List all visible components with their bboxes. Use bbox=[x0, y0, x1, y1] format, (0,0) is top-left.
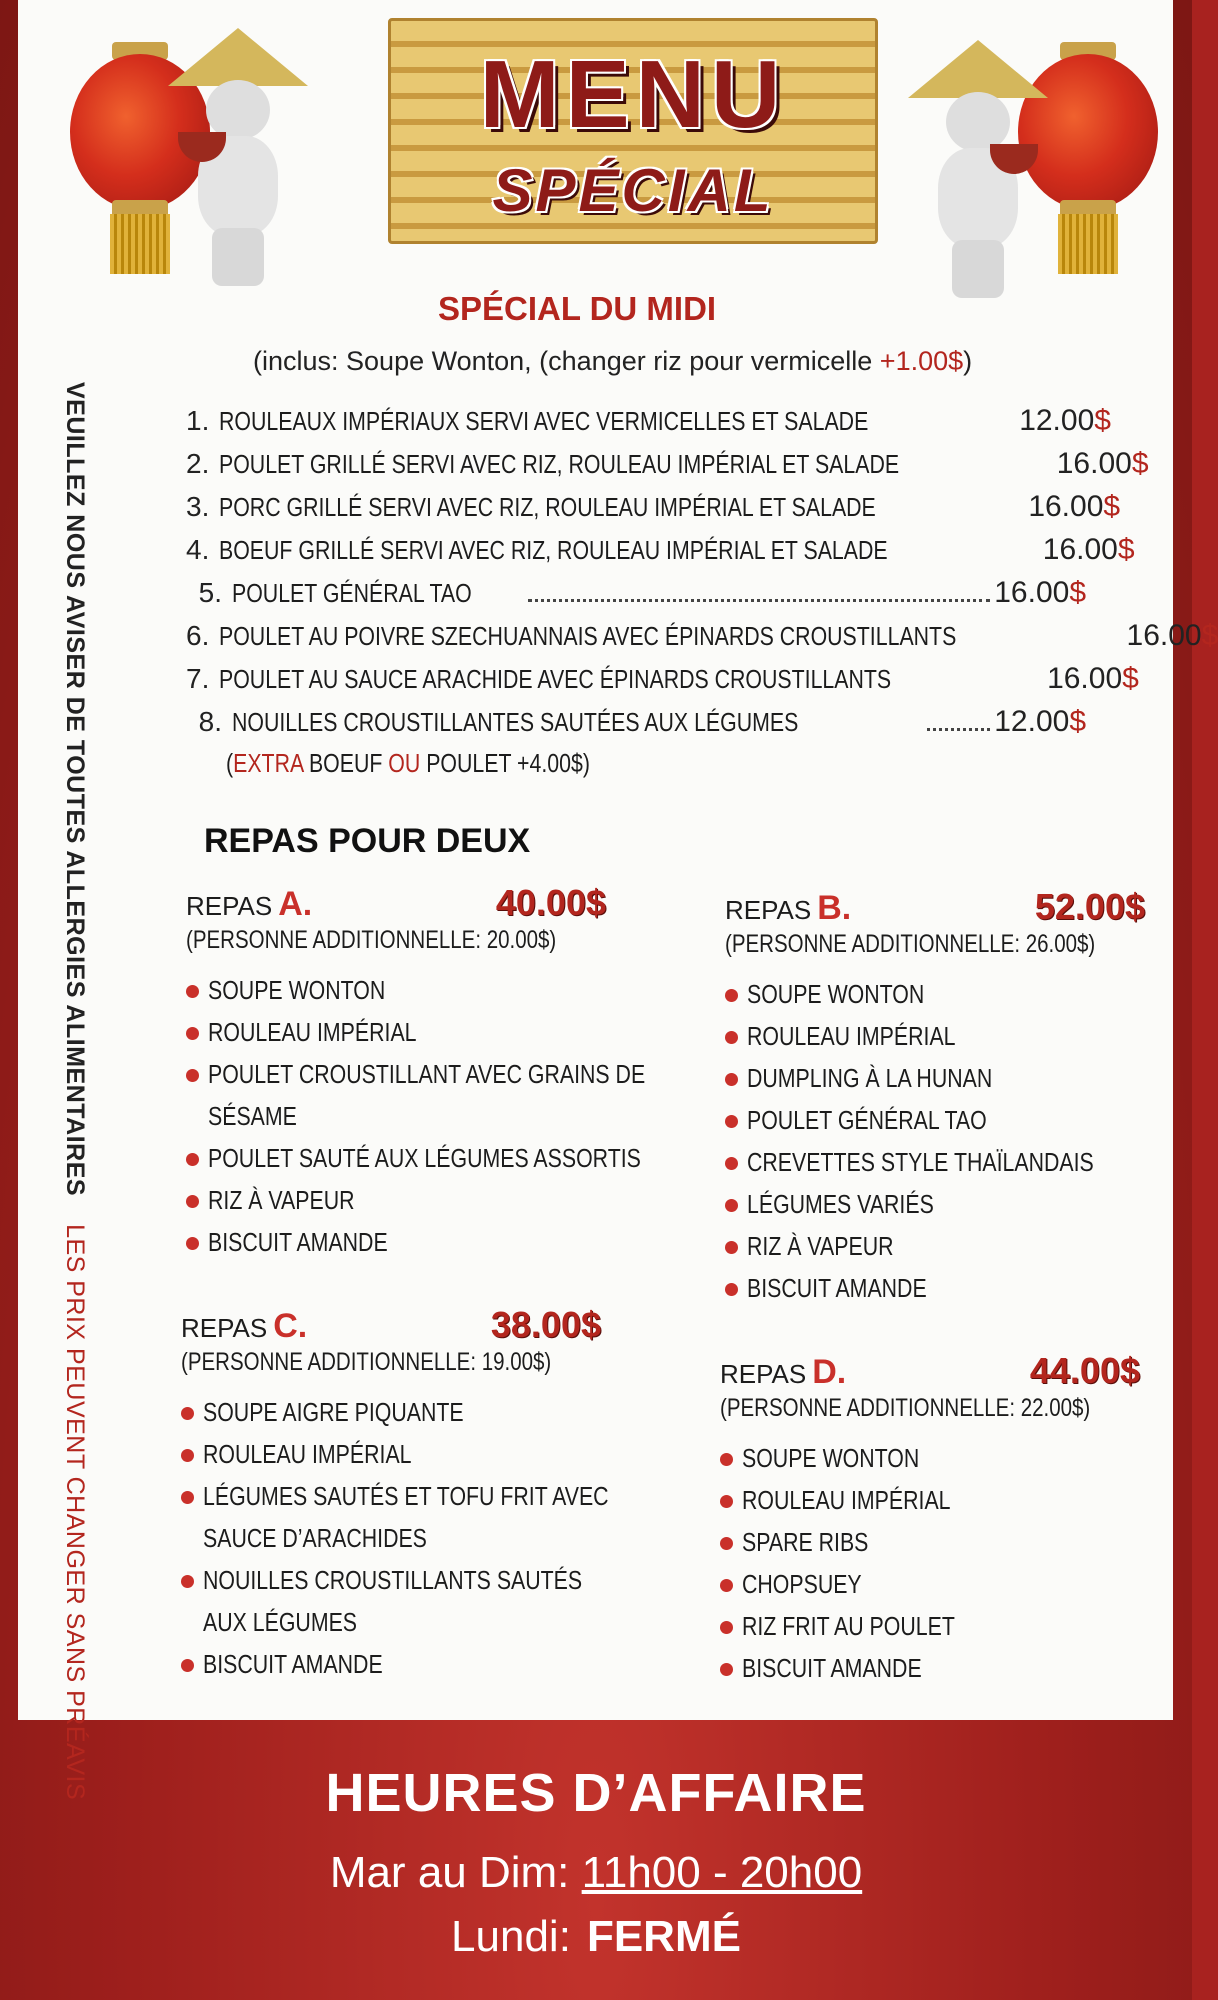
item-number: 6. bbox=[186, 620, 210, 651]
hours-time: 11h00 - 20h00 bbox=[581, 1848, 863, 1897]
list-item: POULET SAUTÉ AUX LÉGUMES ASSORTIS bbox=[186, 1137, 606, 1179]
list-item: SOUPE AIGRE PIQUANTE bbox=[181, 1391, 601, 1433]
item-name: NOUILLES CROUSTILLANTES SAUTÉES AUX LÉGUMES bbox=[232, 707, 799, 737]
list-item: AUX LÉGUMES bbox=[203, 1607, 358, 1637]
meal-extra-person: (PERSONNE ADDITIONNELLE: 19.00$) bbox=[181, 1348, 552, 1376]
midi-section-title: SPÉCIAL DU MIDI bbox=[438, 290, 717, 327]
item-name: ROULEAUX IMPÉRIAUX SERVI AVEC VERMICELLES ET SALADE bbox=[219, 406, 869, 436]
list-item: ROULEAU IMPÉRIAL bbox=[186, 1011, 606, 1053]
right-figure-icon bbox=[918, 40, 1048, 300]
item-price: 16.00$ bbox=[1126, 619, 1218, 652]
meal-label: REPAS bbox=[725, 895, 812, 925]
list-item: SÉSAME bbox=[208, 1101, 297, 1131]
list-item: CHOPSUEY bbox=[720, 1563, 1140, 1605]
meal-letter: B. bbox=[817, 889, 852, 927]
item-name: BOEUF GRILLÉ SERVI AVEC RIZ, ROULEAU IMPÉRIAL ET SALADE bbox=[219, 535, 888, 565]
item-price: 16.00$ bbox=[994, 576, 1086, 609]
hours-open bbox=[0, 1848, 1192, 1898]
banner-title: MENU bbox=[479, 41, 787, 148]
meal-letter: D. bbox=[812, 1353, 847, 1391]
banner-subtitle: SPÉCIAL bbox=[492, 157, 774, 224]
meal-letter: A. bbox=[278, 885, 313, 923]
leader-dots bbox=[528, 599, 990, 602]
midi-subtitle bbox=[253, 346, 972, 377]
item-price: 16.00$ bbox=[1047, 662, 1139, 695]
hours-closed bbox=[0, 1912, 1192, 1962]
meal-label: REPAS bbox=[720, 1359, 807, 1389]
list-item: NOUILLES CROUSTILLANTS SAUTÉS bbox=[181, 1559, 601, 1601]
list-item: RIZ FRIT AU POULET bbox=[720, 1605, 1140, 1647]
item-number: 7. bbox=[186, 663, 210, 694]
midi-item bbox=[186, 447, 1149, 490]
hours-closed-value: FERMÉ bbox=[586, 1912, 741, 1961]
item-price: 12.00$ bbox=[1019, 404, 1111, 437]
item-price: 16.00$ bbox=[1042, 533, 1135, 566]
item-number: 3. bbox=[186, 491, 210, 522]
list-item: LÉGUMES SAUTÉS ET TOFU FRIT AVEC bbox=[181, 1475, 601, 1517]
meal-b bbox=[725, 886, 1145, 1309]
item-number: 5. bbox=[198, 577, 222, 608]
item-name: POULET GÉNÉRAL TAO bbox=[232, 578, 472, 608]
meal-price: 44.00$ bbox=[1029, 1350, 1140, 1391]
item-name: PORC GRILLÉ SERVI AVEC RIZ, ROULEAU IMPÉRIAL ET SALADE bbox=[219, 492, 877, 522]
item-number: 4. bbox=[186, 534, 210, 565]
list-item: LÉGUMES VARIÉS bbox=[725, 1183, 1145, 1225]
midi-item bbox=[186, 404, 1111, 447]
list-item: SAUCE D’ARACHIDES bbox=[203, 1523, 427, 1553]
midi-subtitle-currency: $ bbox=[948, 346, 964, 376]
leader-dots bbox=[927, 728, 991, 731]
list-item: POULET CROUSTILLANT AVEC GRAINS DE bbox=[186, 1053, 606, 1095]
repas-section-title: REPAS POUR DEUX bbox=[204, 822, 531, 860]
list-item: ROULEAU IMPÉRIAL bbox=[720, 1479, 1140, 1521]
left-figure-icon bbox=[168, 28, 298, 288]
list-item: BISCUIT AMANDE bbox=[181, 1643, 601, 1685]
list-item: SOUPE WONTON bbox=[725, 973, 1145, 1015]
item-price: 12.00$ bbox=[994, 705, 1086, 738]
meal-d bbox=[720, 1350, 1140, 1689]
midi-item bbox=[186, 533, 1135, 576]
meal-item-list bbox=[720, 1437, 1140, 1689]
side-notice bbox=[54, 382, 94, 1801]
midi-item bbox=[186, 576, 1086, 619]
list-item: CREVETTES STYLE THAÏLANDAIS bbox=[725, 1141, 1145, 1183]
item-price: 16.00$ bbox=[1028, 490, 1121, 523]
item-name: POULET AU POIVRE SZECHUANNAIS AVEC ÉPINARDS CROUSTILLANTS bbox=[219, 621, 957, 651]
list-item: BISCUIT AMANDE bbox=[725, 1267, 1145, 1309]
meal-item-list bbox=[725, 973, 1145, 1309]
hours-title: HEURES D’AFFAIRE bbox=[325, 1763, 867, 1823]
list-item: RIZ À VAPEUR bbox=[725, 1225, 1145, 1267]
menu-banner bbox=[388, 18, 878, 244]
midi-subtitle-text: (inclus: Soupe Wonton, (changer riz pour vermicelle bbox=[253, 346, 880, 376]
meal-letter: C. bbox=[273, 1307, 308, 1345]
meal-a bbox=[186, 882, 646, 1263]
meal-item-list bbox=[186, 969, 646, 1263]
hours-closed-label: Lundi: bbox=[451, 1912, 571, 1961]
meal-price: 52.00$ bbox=[1034, 886, 1145, 927]
meal-c bbox=[181, 1304, 609, 1685]
item-number: 8. bbox=[198, 706, 222, 737]
list-item: SOUPE WONTON bbox=[186, 969, 606, 1011]
item-name: POULET AU SAUCE ARACHIDE AVEC ÉPINARDS CROUSTILLANTS bbox=[219, 664, 892, 694]
item-price: 16.00$ bbox=[1056, 447, 1149, 480]
item-number: 2. bbox=[186, 448, 210, 479]
meal-item-list bbox=[181, 1391, 609, 1685]
midi-item bbox=[186, 705, 1086, 748]
midi-subtitle-end: ) bbox=[963, 346, 973, 376]
list-item: SPARE RIBS bbox=[720, 1521, 1140, 1563]
hours-days-label: Mar au Dim: bbox=[329, 1848, 570, 1897]
list-item: ROULEAU IMPÉRIAL bbox=[725, 1015, 1145, 1057]
meal-label: REPAS bbox=[186, 891, 273, 921]
meal-extra-person: (PERSONNE ADDITIONNELLE: 22.00$) bbox=[720, 1394, 1091, 1422]
item-number: 1. bbox=[186, 405, 210, 436]
list-item: DUMPLING À LA HUNAN bbox=[725, 1057, 1145, 1099]
price-notice: LES PRIX PEUVENT CHANGER SANS PRÉAVIS bbox=[61, 1224, 89, 1801]
list-item: BISCUIT AMANDE bbox=[186, 1221, 606, 1263]
list-item: RIZ À VAPEUR bbox=[186, 1179, 606, 1221]
allergy-notice: VEUILLEZ NOUS AVISER DE TOUTES ALLERGIES ALIMENTAIRES bbox=[61, 382, 89, 1197]
meal-price: 40.00$ bbox=[495, 882, 606, 923]
midi-subtitle-plus: +1.00 bbox=[879, 346, 949, 376]
midi-item bbox=[186, 619, 1218, 662]
midi-item-list bbox=[186, 404, 1218, 748]
list-item: SOUPE WONTON bbox=[720, 1437, 1140, 1479]
midi-item bbox=[186, 490, 1121, 533]
list-item: ROULEAU IMPÉRIAL bbox=[181, 1433, 601, 1475]
midi-extra-note: (EXTRA BOEUF OU POULET +4.00$) bbox=[226, 748, 590, 778]
meal-price: 38.00$ bbox=[490, 1304, 601, 1345]
list-item: POULET GÉNÉRAL TAO bbox=[725, 1099, 1145, 1141]
list-item: BISCUIT AMANDE bbox=[720, 1647, 1140, 1689]
midi-item bbox=[186, 662, 1139, 705]
meal-extra-person: (PERSONNE ADDITIONNELLE: 26.00$) bbox=[725, 930, 1096, 958]
item-name: POULET GRILLÉ SERVI AVEC RIZ, ROULEAU IMPÉRIAL ET SALADE bbox=[219, 449, 900, 479]
meal-extra-person: (PERSONNE ADDITIONNELLE: 20.00$) bbox=[186, 926, 557, 954]
meal-label: REPAS bbox=[181, 1313, 268, 1343]
